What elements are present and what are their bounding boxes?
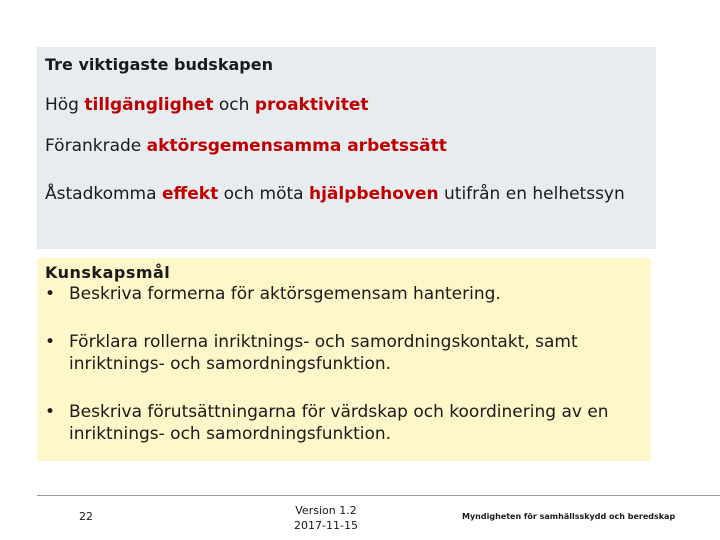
learning-goals-list <box>45 283 643 445</box>
key-message-text: utifrån en helhetssyn <box>438 184 625 204</box>
list-item <box>45 283 643 305</box>
key-message-3 <box>45 183 648 205</box>
bullet-icon: • <box>45 402 56 422</box>
key-messages-title: Tre viktigaste budskapen <box>45 55 273 74</box>
learning-goals-box <box>37 258 651 461</box>
key-message-text: Åstadkomma <box>45 184 162 204</box>
bullet-icon: • <box>45 284 56 304</box>
list-item-text: Beskriva formerna för aktörsgemensam hantering. <box>69 284 501 304</box>
list-item-text: Förklara rollerna inriktnings- och samordningskontakt, samt inriktnings- och samordningsfunktion. <box>69 332 578 374</box>
learning-goals-title: Kunskapsmål <box>45 263 171 282</box>
key-message-1 <box>45 94 648 116</box>
version-label: Version 1.2 <box>295 504 357 517</box>
list-item-text: Beskriva förutsättningarna för värdskap och koordinering av en inriktnings- och samordningsfunktion. <box>69 402 609 444</box>
key-message-text: och <box>213 95 255 115</box>
footer-divider <box>37 495 720 496</box>
key-messages-box <box>37 47 656 249</box>
key-message-text: och möta <box>218 184 309 204</box>
bullet-icon: • <box>45 332 56 352</box>
key-message-text: Förankrade <box>45 136 147 156</box>
organization-name: Myndigheten för samhällsskydd och beredskap <box>462 512 676 521</box>
key-message-highlight: effekt <box>161 184 219 204</box>
key-message-highlight: proaktivitet <box>254 95 369 115</box>
version-date: 2017-11-15 <box>294 519 358 532</box>
key-message-text: Hög <box>45 95 85 115</box>
key-message-highlight: tillgänglighet <box>84 95 214 115</box>
version-info <box>276 503 376 533</box>
list-item <box>45 401 643 445</box>
key-message-2 <box>45 135 648 157</box>
key-message-highlight: aktörsgemensamma arbetssätt <box>146 136 447 156</box>
list-item <box>45 331 643 375</box>
key-message-highlight: hjälpbehoven <box>309 184 439 204</box>
page-number: 22 <box>79 510 93 523</box>
